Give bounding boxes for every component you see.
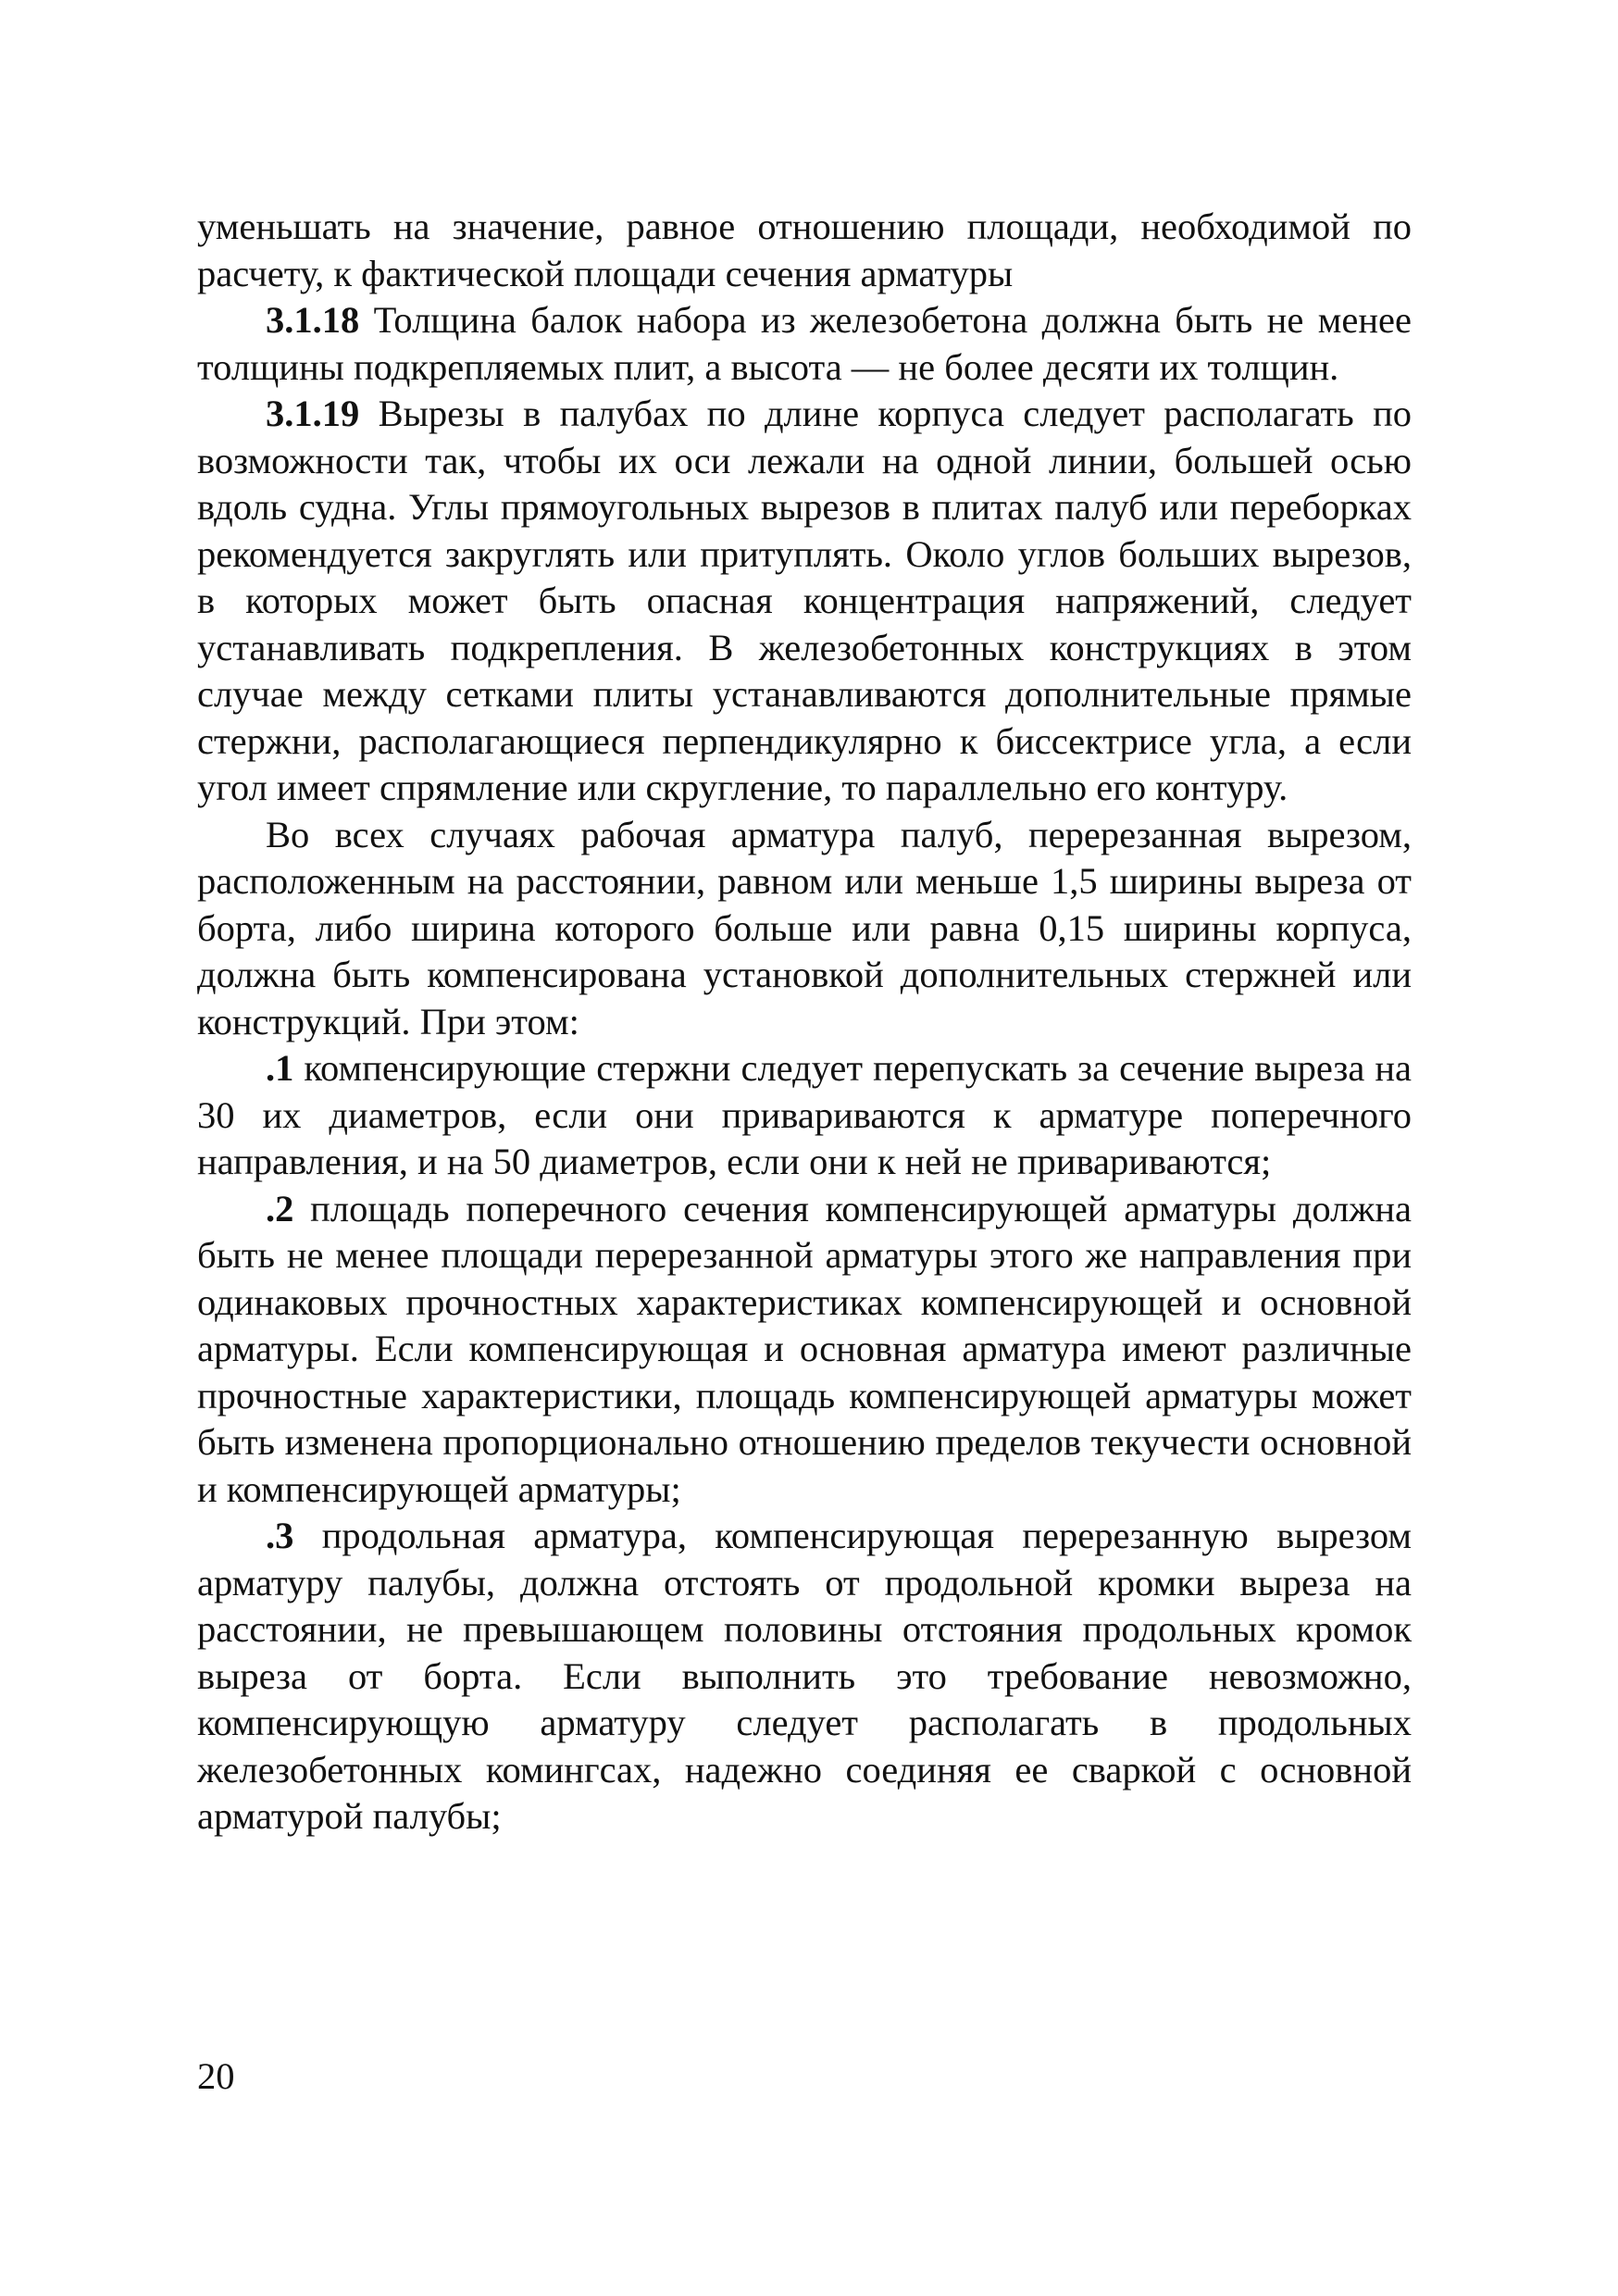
paragraph-text: Во всех случаях рабочая арматура палуб, перерезанная вырезом, расположенным на расстоянии, равном или меньше 1,5 ширины выреза от борта, либо ширина которого больше или равна 0,15 ширины корпуса, должна быть компенсирована установкой дополнительных стержней или конструкций. При этом: (197, 813, 1412, 1042)
clause-number: 3.1.19 (266, 393, 360, 434)
list-item-number: .1 (266, 1047, 294, 1089)
list-item-text: продольная арматура, компенсирующая перерезанную вырезом арматуру палубы, должна отстоять от продольной кромки выреза на расстоянии, не превышающем половины отстояния продольных кромок выреза от борта. Если выполнить это требование невозможно, компенсирующую арматуру следует располагать в продольных железобетонных комингсах, надежно соединяя ее сваркой с основной арматурой палубы; (197, 1515, 1412, 1837)
list-item-text: площадь поперечного сечения компенсирующей арматуры должна быть не менее площади перерезанной арматуры этого же направления при одинаковых прочностных характеристиках компенсирующей и основной арматуры. Если компенсирующая и основная арматура имеют различные прочностные характеристики, площадь компенсирующей арматуры может быть изменена пропорционально отношению пределов текучести основной и компенсирующей арматуры; (197, 1187, 1412, 1510)
paragraph-continuation (197, 204, 1412, 297)
paragraph-compensation (197, 812, 1412, 1046)
list-item-number: .2 (266, 1187, 294, 1229)
page-number: 20 (197, 2055, 235, 2097)
clause-3-1-19 (197, 391, 1412, 812)
list-item-3 (197, 1513, 1412, 1841)
list-item-number: .3 (266, 1515, 294, 1556)
list-item-text: компенсирующие стержни следует перепускать за сечение выреза на 30 их диаметров, если они привариваются к арматуре поперечного направления, и на 50 диаметров, если они к ней не привариваются; (197, 1047, 1412, 1182)
list-item-2 (197, 1186, 1412, 1514)
clause-text: Вырезы в палубах по длине корпуса следует располагать по возможности так, чтобы их оси лежали на одной линии, большей осью вдоль судна. Углы прямоугольных вырезов в плитах палуб или переборках рекомендуется закруглять или притуплять. Около углов больших вырезов, в которых может быть опасная концентрация напряжений, следует устанавливать подкрепления. В железобетонных конструкциях в этом случае между сетками плиты устанавливаются дополнительные прямые стержни, располагающиеся перпендикулярно к биссектрисе угла, а если угол имеет спрямление или скругление, то параллельно его контуру. (197, 393, 1412, 808)
list-item-1 (197, 1045, 1412, 1186)
clause-number: 3.1.18 (266, 299, 360, 341)
page-body (197, 204, 1412, 1841)
clause-text: Толщина балок набора из железобетона должна быть не менее толщины подкрепляемых плит, а высота — не более десяти их толщин. (197, 299, 1412, 388)
clause-3-1-18 (197, 297, 1412, 391)
paragraph-text: уменьшать на значение, равное отношению площади, необходимой по расчету, к фактической площади сечения арматуры (197, 206, 1412, 294)
